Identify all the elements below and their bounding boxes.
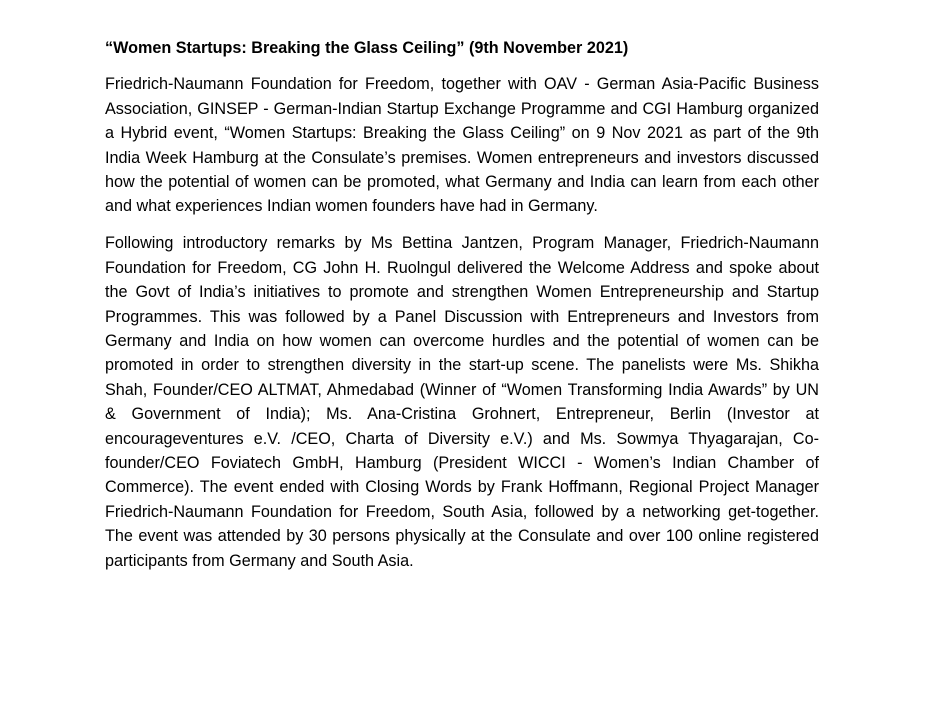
document-title: “Women Startups: Breaking the Glass Ceiling” (9th November 2021) xyxy=(105,39,629,57)
document-page xyxy=(105,36,819,586)
paragraph-event-overview: Friedrich-Naumann Foundation for Freedom, together with OAV - German Asia-Pacific Business Association, GINSEP - German-Indian Startup Exchange Programme and CGI Hamburg organized a Hybrid event, “Women Startups: Breaking the Glass Ceiling” on 9 Nov 2021 as part of the 9th India Week Hamburg at the Consulate’s premises. Women entrepreneurs and investors discussed how the potential of women can be promoted, what Germany and India can learn from each other and what experiences Indian women founders have had in Germany. xyxy=(105,75,819,216)
paragraph-event-details: Following introductory remarks by Ms Bettina Jantzen, Program Manager, Friedrich-Naumann Foundation for Freedom, CG John H. Ruolngul delivered the Welcome Address and spoke about the Govt of India’s initiatives to promote and strengthen Women Entrepreneurship and Startup Programmes. This was followed by a Panel Discussion with Entrepreneurs and Investors from Germany and India on how women can overcome hurdles and the potential of women can be promoted in order to strengthen diversity in the start-up scene. The panelists were Ms. Shikha Shah, Founder/CEO ALTMAT, Ahmedabad (Winner of “Women Transforming India Awards” by UN & Government of India); Ms. Ana-Cristina Grohnert, Entrepreneur, Berlin (Investor at encourageventures e.V. /CEO, Charta of Diversity e.V.) and Ms. Sowmya Thyagarajan, Co-founder/CEO Foviatech GmbH, Hamburg (President WICCI - Women’s Indian Chamber of Commerce). The event ended with Closing Words by Frank Hoffmann, Regional Project Manager Friedrich-Naumann Foundation for Freedom, South Asia, followed by a networking get-together. The event was attended by 30 persons physically at the Consulate and over 100 online registered participants from Germany and South Asia. xyxy=(105,234,819,570)
